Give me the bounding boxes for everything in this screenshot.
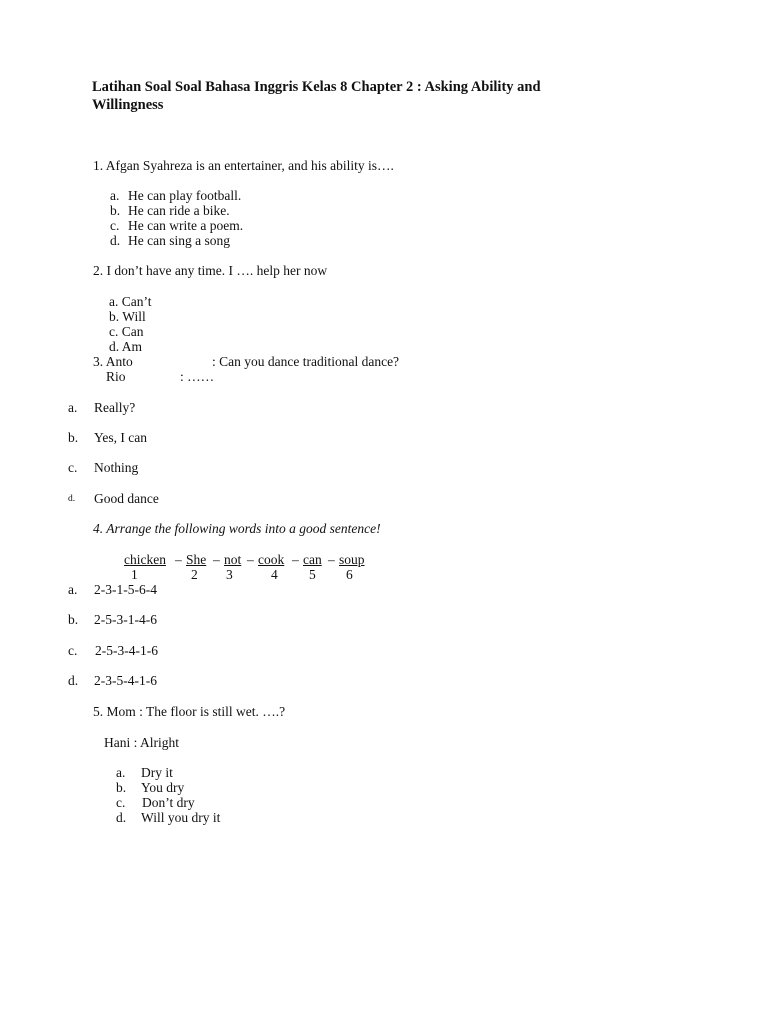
q5-option-c-text: Don’t dry [142,795,195,810]
q4-option-b-letter: b. [68,612,79,627]
q4-option-c-letter: c. [68,643,78,658]
q3-option-d-letter: d. [68,494,76,504]
q4-option-d-letter: d. [68,673,79,688]
q5-option-a-letter: a. [116,765,126,780]
q3-option-b-letter: b. [68,430,79,445]
q1-option-a-letter: a. [110,188,120,203]
question-2: 2. I don’t have any time. I …. help her now [93,263,328,278]
number-2: 2 [191,567,198,582]
q3-option-b-text: Yes, I can [94,430,147,445]
separator: – [328,552,335,567]
q2-option-c: c. Can [109,324,144,339]
q3-option-a-letter: a. [68,400,78,415]
q3-line-rio: : …… [180,369,215,384]
word-not: not [224,552,242,567]
separator: – [213,552,220,567]
q1-option-c-letter: c. [110,218,120,233]
q1-option-d-text: He can sing a song [128,233,230,248]
document-title-line2: Willingness [92,97,164,113]
q2-option-d: d. Am [109,339,143,354]
q1-option-a-text: He can play football. [128,188,242,203]
q5-option-b-letter: b. [116,780,127,795]
q1-option-b-text: He can ride a bike. [128,203,230,218]
word-soup: soup [339,552,365,567]
word-chicken: chicken [124,552,166,567]
word-cook: cook [258,552,285,567]
number-3: 3 [226,567,233,582]
q4-option-a-text: 2-3-1-5-6-4 [94,582,157,597]
q1-option-d-letter: d. [110,233,121,248]
q4-option-b-text: 2-5-3-1-4-6 [94,612,157,627]
number-6: 6 [346,567,353,582]
q2-option-a: a. Can’t [109,294,152,309]
question-5: 5. Mom : The floor is still wet. ….? [93,704,286,719]
word-she: She [186,552,207,567]
q1-option-b-letter: b. [110,203,121,218]
q4-option-c-text: 2-5-3-4-1-6 [95,643,158,658]
number-4: 4 [271,567,278,582]
question-4: 4. Arrange the following words into a good sentence! [93,521,381,536]
number-1: 1 [131,567,138,582]
document-title-line1: Latihan Soal Soal Bahasa Inggris Kelas 8 Chapter 2 : Asking Ability and [92,79,541,95]
separator: – [175,552,182,567]
q2-option-b: b. Will [109,309,146,324]
q3-option-c-letter: c. [68,460,78,475]
q4-option-d-text: 2-3-5-4-1-6 [94,673,157,688]
q4-option-a-letter: a. [68,582,78,597]
q3-speaker-anto: 3. Anto [93,354,133,369]
number-5: 5 [309,567,316,582]
q3-option-d-text: Good dance [94,491,159,506]
q5-option-d-text: Will you dry it [141,810,221,825]
q5-option-a-text: Dry it [141,765,173,780]
q3-line-anto: : Can you dance traditional dance? [212,354,400,369]
q3-speaker-rio: Rio [106,369,126,384]
q3-option-c-text: Nothing [94,460,139,475]
separator: – [247,552,254,567]
separator: – [292,552,299,567]
q5-answer-hani: Hani : Alright [104,735,179,750]
q1-option-c-text: He can write a poem. [128,218,244,233]
q3-option-a-text: Really? [94,400,136,415]
q5-option-d-letter: d. [116,810,127,825]
word-can: can [303,552,322,567]
question-1: 1. Afgan Syahreza is an entertainer, and his ability is…. [93,158,394,173]
q5-option-c-letter: c. [116,795,126,810]
q5-option-b-text: You dry [141,780,185,795]
